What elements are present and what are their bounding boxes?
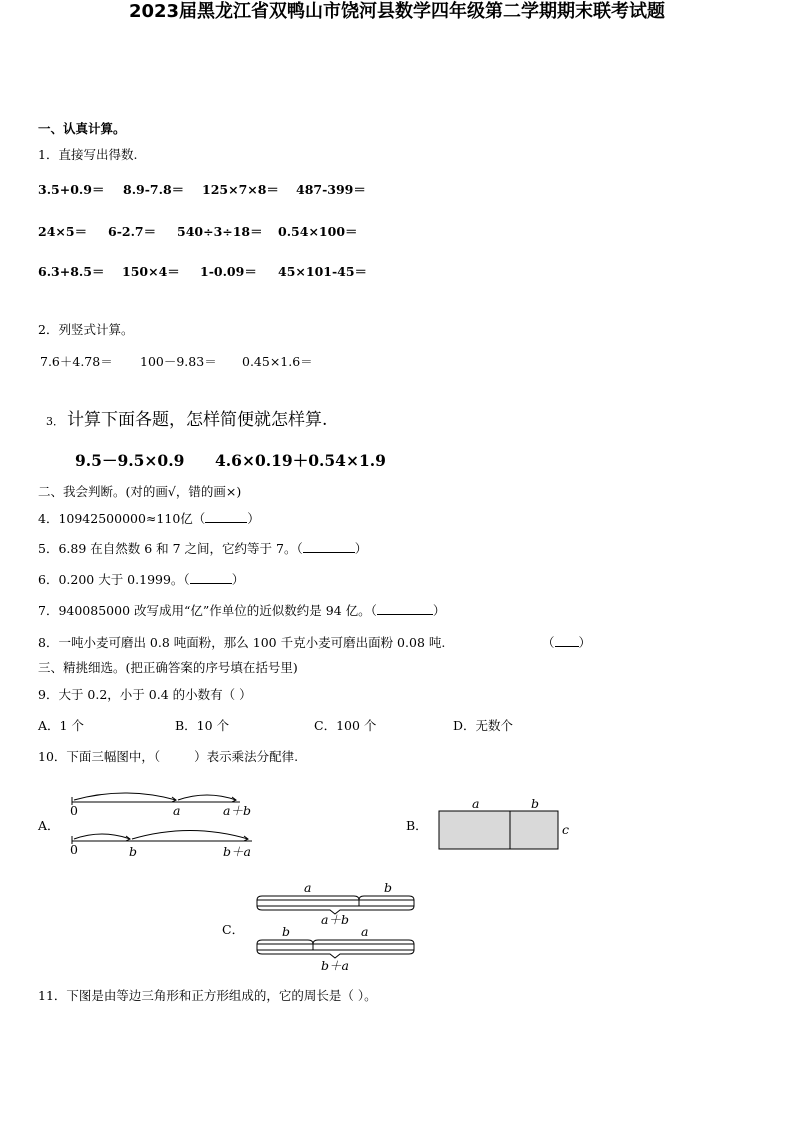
judge-item-8: 8．一吨小麦可磨出 0.8 吨面粉，那么 100 千克小麦可磨出面粉 0.08 吨. (38, 635, 446, 650)
label-b-plus-a: b＋a (223, 844, 251, 859)
paren-close: ） (578, 635, 592, 650)
q9-option-b[interactable]: B．10 个 (175, 718, 230, 733)
label-a-plus-b: a＋b (321, 912, 349, 927)
paren-close: ） (247, 511, 260, 526)
q2-item: 100－9.83＝ (140, 354, 217, 369)
judge-text: 7．940085000 改写成用“亿”作单位的近似数约是 94 亿。（ (38, 603, 377, 618)
label-b: b (282, 924, 291, 939)
q10-label-post: ）表示乘法分配律. (194, 749, 299, 764)
judge-text: 5．6.89 在自然数 6 和 7 之间，它约等于 7。（ (38, 541, 303, 556)
paren-close: ） (354, 541, 368, 556)
q1-item: 24×5＝ (38, 224, 88, 239)
judge-text: 6．0.200 大于 0.1999。（ (38, 572, 190, 587)
brace-bottom (257, 950, 414, 958)
q1-item: 487-399＝ (296, 182, 366, 197)
q2-item: 0.45×1.6＝ (242, 354, 313, 369)
label-b-plus-a: b＋a (321, 958, 349, 973)
brace-top (257, 940, 313, 944)
section-heading-1: 一、认真计算。 (38, 121, 126, 136)
brace-top (257, 896, 359, 900)
rectangle (439, 811, 558, 849)
label-c: c (562, 822, 570, 837)
q1-item: 8.9-7.8＝ (123, 182, 185, 197)
paren-close: ） (432, 603, 446, 618)
paren-close: ） (231, 572, 245, 587)
q1-item: 0.54×100＝ (278, 224, 358, 239)
judge-text: 4．10942500000≈110亿（ (38, 511, 206, 526)
q2-item: 7.6＋4.78＝ (40, 354, 113, 369)
label-a-plus-b: a＋b (223, 803, 251, 818)
label-a: a (173, 803, 181, 818)
label-zero: 0 (70, 842, 78, 857)
q1-item: 150×4＝ (122, 264, 180, 279)
arc-a (74, 793, 176, 800)
q1-item: 3.5+0.9＝ (38, 182, 105, 197)
question-2-label: 2．列竖式计算。 (38, 322, 134, 337)
q1-item: 45×101-45＝ (278, 264, 368, 279)
label-zero: 0 (70, 803, 78, 818)
arc-b (74, 834, 130, 839)
q9-option-c[interactable]: C．100 个 (314, 718, 377, 733)
paren-open: （ (542, 635, 555, 650)
label-a: a (361, 924, 369, 939)
arc-b (178, 795, 236, 800)
label-a: a (472, 796, 480, 811)
arc-a (132, 831, 248, 840)
q1-item: 6.3+8.5＝ (38, 264, 105, 279)
label-a: a (304, 880, 312, 895)
page-title: 2023届黑龙江省双鸭山市饶河县数学四年级第二学期期末联考试题 (128, 1, 666, 22)
question-3-number: 3． (46, 415, 64, 428)
q10-option-c-label: C． (222, 922, 245, 937)
q3-item: 4.6×0.19＋0.54×1.9 (215, 451, 386, 470)
q1-item: 540÷3÷18＝ (177, 224, 263, 239)
q9-option-a[interactable]: A．1 个 (38, 718, 84, 733)
question-9-label: 9．大于 0.2，小于 0.4 的小数有（ ） (38, 687, 252, 702)
label-b: b (384, 880, 393, 895)
section-heading-3: 三、精挑细选。(把正确答案的序号填在括号里) (38, 660, 298, 675)
label-b: b (129, 844, 138, 859)
segment-bar (257, 900, 414, 906)
q9-option-d[interactable]: D．无数个 (453, 718, 514, 733)
label-b: b (531, 796, 540, 811)
q3-item: 9.5－9.5×0.9 (75, 451, 185, 470)
q10-option-a-label: A． (38, 818, 60, 833)
question-1-label: 1．直接写出得数. (38, 147, 138, 162)
q1-item: 6-2.7＝ (108, 224, 157, 239)
question-3-label: 计算下面各题，怎样简便就怎样算. (67, 410, 328, 430)
q1-item: 1-0.09＝ (200, 264, 257, 279)
segment-bar (257, 944, 414, 950)
q1-item: 125×7×8＝ (202, 182, 279, 197)
q10-option-b-label: B． (406, 818, 428, 833)
section-heading-2: 二、我会判断。(对的画√，错的画×) (38, 484, 242, 499)
question-11-label: 11．下图是由等边三角形和正方形组成的，它的周长是（ ）。 (38, 988, 377, 1003)
q10-label-pre: 10．下面三幅图中，（ (38, 749, 161, 764)
